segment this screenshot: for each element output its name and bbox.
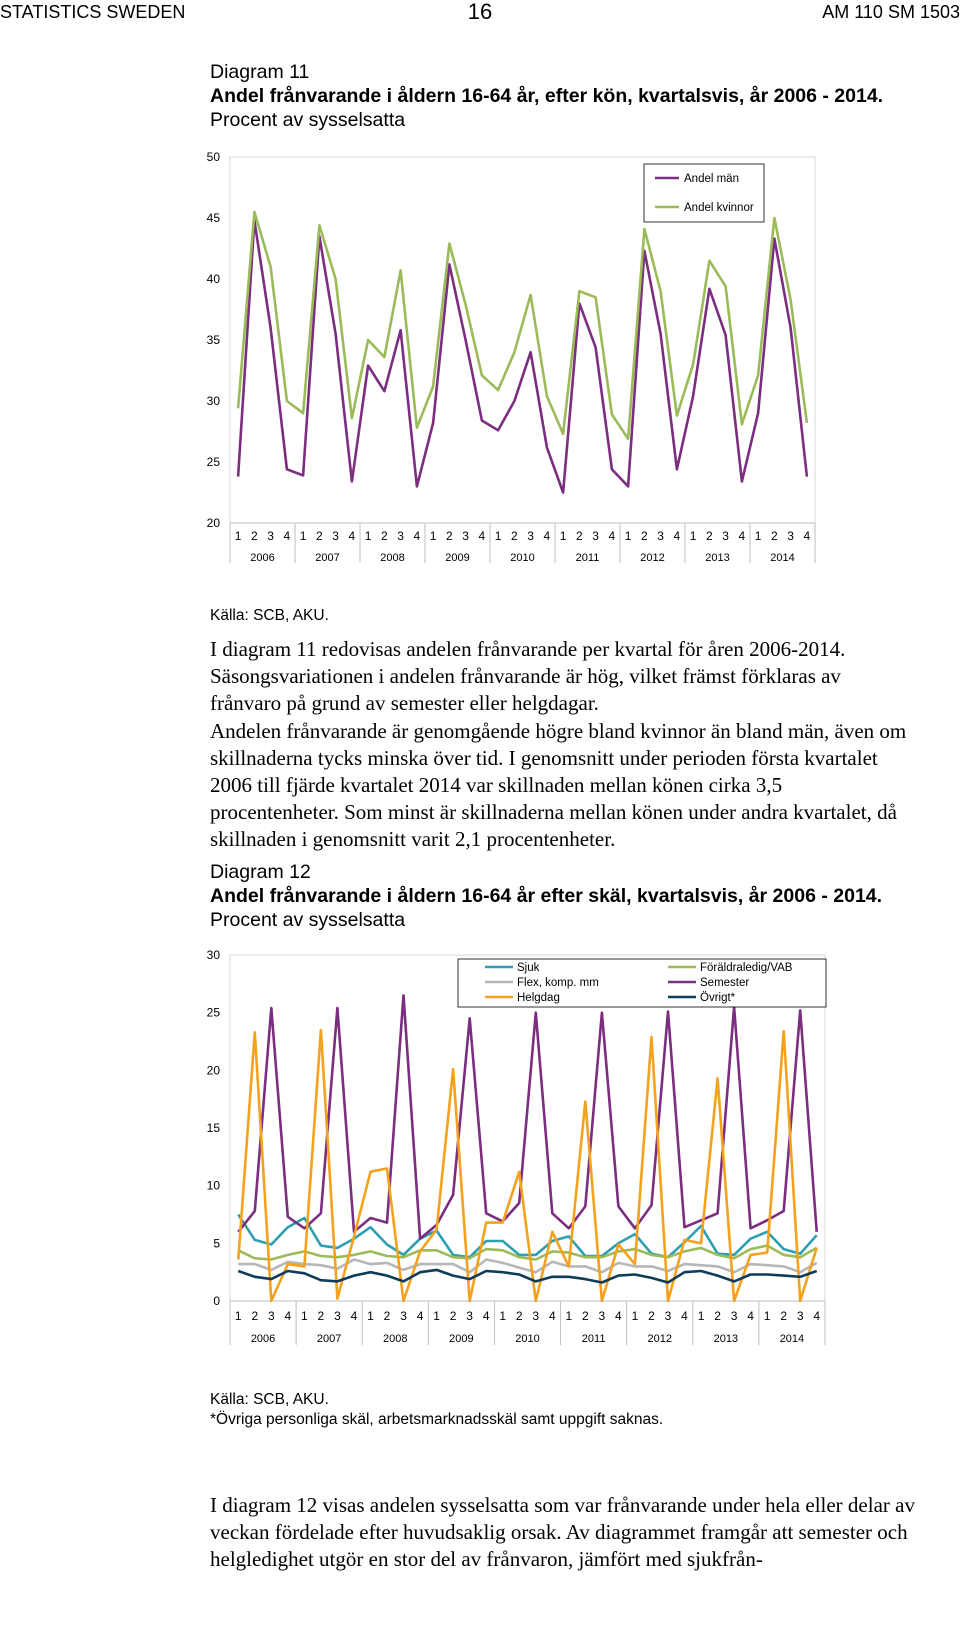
x-tick-label: 3 xyxy=(664,1309,672,1323)
paragraph-2: Andelen frånvarande är genomgående högre bland kvinnor än bland män, även om skillnaderna tycks minska över tid. I genomsnitt under perioden första kvartalet 2006 till fjärde kvartalet 2014 var skillnaden mellan könen cirka 3,5 procentenheter. Som minst är skillnaderna mellan könen under andra kvartalet, då skillnaden i genomsnitt varit 2,1 procentenheter. xyxy=(210,719,907,851)
x-tick-label: 4 xyxy=(482,1309,490,1323)
x-tick-label: 2 xyxy=(251,529,258,543)
diagram12-subtitle: Procent av sysselsatta xyxy=(210,909,406,931)
legend-label: Andel män xyxy=(684,173,739,185)
x-tick-label: 4 xyxy=(416,1309,424,1323)
x-tick-label: 1 xyxy=(763,1309,771,1323)
x-tick-label: 2 xyxy=(515,1309,523,1323)
y-tick-label: 0 xyxy=(213,1294,220,1308)
x-year-label: 2014 xyxy=(779,1333,805,1345)
x-year-label: 2009 xyxy=(445,552,470,564)
x-tick-label: 1 xyxy=(299,529,307,543)
y-tick-label: 30 xyxy=(206,394,220,408)
x-year-label: 2014 xyxy=(770,552,795,564)
x-tick-label: 1 xyxy=(364,529,372,543)
x-tick-label: 3 xyxy=(334,1309,341,1323)
y-tick-label: 10 xyxy=(206,1178,220,1193)
x-tick-label: 4 xyxy=(615,1309,622,1323)
x-year-label: 2008 xyxy=(383,1333,408,1345)
diagram11-label: Diagram 11 xyxy=(210,61,310,83)
x-tick-label: 2 xyxy=(771,529,778,543)
x-tick-label: 3 xyxy=(397,529,404,543)
x-tick-label: 3 xyxy=(267,1309,275,1323)
legend-label: Sjuk xyxy=(517,962,540,974)
x-tick-label: 2 xyxy=(251,1309,259,1323)
x-tick-label: 2 xyxy=(317,1309,325,1323)
x-tick-label: 3 xyxy=(796,1309,804,1323)
x-tick-label: 3 xyxy=(400,1309,407,1323)
y-tick-label: 15 xyxy=(206,1121,220,1135)
x-tick-label: 3 xyxy=(598,1309,606,1323)
x-tick-label: 1 xyxy=(234,1309,242,1323)
x-tick-label: 2 xyxy=(446,529,453,543)
x-tick-label: 4 xyxy=(813,1309,821,1323)
x-tick-label: 4 xyxy=(348,529,356,543)
x-tick-label: 2 xyxy=(648,1309,655,1323)
x-tick-label: 1 xyxy=(559,529,567,543)
x-tick-label: 1 xyxy=(234,529,242,543)
x-tick-label: 1 xyxy=(697,1309,705,1323)
y-tick-label: 40 xyxy=(206,272,220,286)
y-tick-label: 45 xyxy=(206,211,220,225)
x-tick-label: 4 xyxy=(413,529,421,543)
x-tick-label: 3 xyxy=(466,1309,473,1323)
x-year-label: 2007 xyxy=(315,552,340,564)
x-tick-label: 2 xyxy=(576,529,583,543)
x-tick-label: 4 xyxy=(608,529,616,543)
x-tick-label: 3 xyxy=(787,529,794,543)
x-tick-label: 3 xyxy=(462,529,469,543)
x-tick-label: 4 xyxy=(543,529,551,543)
y-tick-label: 35 xyxy=(206,333,220,347)
legend-label: Flex, komp. mm xyxy=(517,977,599,989)
x-tick-label: 3 xyxy=(532,1309,540,1323)
report-id: AM 110 SM 1503 xyxy=(822,2,960,22)
x-tick-label: 2 xyxy=(316,529,323,543)
x-tick-label: 3 xyxy=(592,529,599,543)
x-tick-label: 2 xyxy=(381,529,388,543)
x-tick-label: 3 xyxy=(730,1309,738,1323)
y-tick-label: 5 xyxy=(213,1236,220,1251)
x-tick-label: 1 xyxy=(429,529,437,543)
x-year-label: 2010 xyxy=(510,552,535,564)
x-tick-label: 2 xyxy=(511,529,518,543)
diagram12-footnote: *Övriga personliga skäl, arbetsmarknadsskäl samt uppgift saknas. xyxy=(210,1411,664,1428)
x-tick-label: 3 xyxy=(527,529,534,543)
x-year-label: 2006 xyxy=(250,1333,276,1345)
x-tick-label: 2 xyxy=(706,529,713,543)
x-tick-label: 1 xyxy=(367,1309,374,1323)
x-tick-label: 2 xyxy=(714,1309,721,1323)
x-tick-label: 2 xyxy=(383,1309,391,1323)
x-year-label: 2009 xyxy=(449,1333,474,1345)
x-tick-label: 4 xyxy=(738,529,746,543)
x-tick-label: 3 xyxy=(267,529,274,543)
x-tick-label: 2 xyxy=(582,1309,589,1323)
x-tick-label: 1 xyxy=(689,529,697,543)
x-year-label: 2007 xyxy=(316,1333,342,1345)
x-tick-label: 1 xyxy=(301,1309,308,1323)
x-tick-label: 1 xyxy=(631,1309,639,1323)
x-tick-label: 2 xyxy=(641,529,648,543)
x-tick-label: 1 xyxy=(433,1309,440,1323)
x-tick-label: 3 xyxy=(332,529,339,543)
legend-label: Semester xyxy=(700,977,750,989)
x-year-label: 2008 xyxy=(380,552,405,564)
y-tick-label: 25 xyxy=(206,1005,220,1020)
legend-label: Föräldraledig/VAB xyxy=(700,962,793,974)
y-tick-label: 20 xyxy=(206,516,220,530)
diagram12-title: Andel frånvarande i åldern 16-64 år efter skäl, kvartalsvis, år 2006 - 2014. xyxy=(210,885,883,907)
x-tick-label: 4 xyxy=(673,529,681,543)
y-tick-label: 50 xyxy=(206,150,220,164)
legend-label: Helgdag xyxy=(517,992,560,1004)
paragraph-3: I diagram 12 visas andelen sysselsatta som var frånvarande under hela eller delar av veckan fördelade efter huvudsaklig orsak. Av diagrammet framgår att semester och helgledighet utgör en stor del av frånvaron, jämfört med sjukfrån- xyxy=(210,1493,915,1571)
x-tick-label: 1 xyxy=(624,529,632,543)
y-tick-label: 30 xyxy=(206,948,220,962)
diagram12-label: Diagram 12 xyxy=(210,861,311,883)
x-year-label: 2012 xyxy=(647,1333,672,1345)
x-year-label: 2011 xyxy=(575,552,600,564)
x-year-label: 2013 xyxy=(705,552,730,564)
x-tick-label: 4 xyxy=(283,529,291,543)
paragraph-1: I diagram 11 redovisas andelen frånvarande per kvartal för åren 2006-2014. Säsongsvariationen i andelen frånvarande är hög, vilket främst förklaras av frånvaro på grund av semester eller helgdagar. xyxy=(210,637,846,715)
page-number: 16 xyxy=(467,0,493,24)
diagram12-source: Källa: SCB, AKU. xyxy=(210,1391,329,1408)
diagram11-source: Källa: SCB, AKU. xyxy=(210,607,329,624)
x-tick-label: 4 xyxy=(478,529,486,543)
x-tick-label: 4 xyxy=(284,1309,292,1323)
x-tick-label: 3 xyxy=(657,529,664,543)
legend-label: Andel kvinnor xyxy=(684,202,754,214)
x-tick-label: 4 xyxy=(350,1309,358,1323)
x-year-label: 2012 xyxy=(640,552,665,564)
x-tick-label: 1 xyxy=(494,529,502,543)
x-tick-label: 1 xyxy=(499,1309,507,1323)
diagram11-title: Andel frånvarande i åldern 16-64 år, efter kön, kvartalsvis, år 2006 - 2014. xyxy=(210,85,884,107)
x-year-label: 2013 xyxy=(713,1333,739,1345)
x-tick-label: 3 xyxy=(722,529,729,543)
x-year-label: 2010 xyxy=(515,1333,540,1345)
x-tick-label: 2 xyxy=(449,1309,457,1323)
x-tick-label: 4 xyxy=(747,1309,754,1323)
x-tick-label: 1 xyxy=(565,1309,573,1323)
publisher-name: STATISTICS SWEDEN xyxy=(0,2,186,22)
x-year-label: 2006 xyxy=(250,552,275,564)
x-tick-label: 1 xyxy=(754,529,762,543)
x-year-label: 2011 xyxy=(581,1333,606,1345)
legend-label: Övrigt* xyxy=(700,992,736,1004)
y-tick-label: 25 xyxy=(206,455,220,469)
x-tick-label: 4 xyxy=(548,1309,556,1323)
x-tick-label: 4 xyxy=(803,529,811,543)
y-tick-label: 20 xyxy=(206,1063,220,1078)
diagram11-chart xyxy=(200,140,830,590)
diagram11-subtitle: Procent av sysselsatta xyxy=(210,109,406,131)
diagram12-chart xyxy=(200,940,840,1360)
x-tick-label: 2 xyxy=(780,1309,788,1323)
x-tick-label: 4 xyxy=(681,1309,688,1323)
